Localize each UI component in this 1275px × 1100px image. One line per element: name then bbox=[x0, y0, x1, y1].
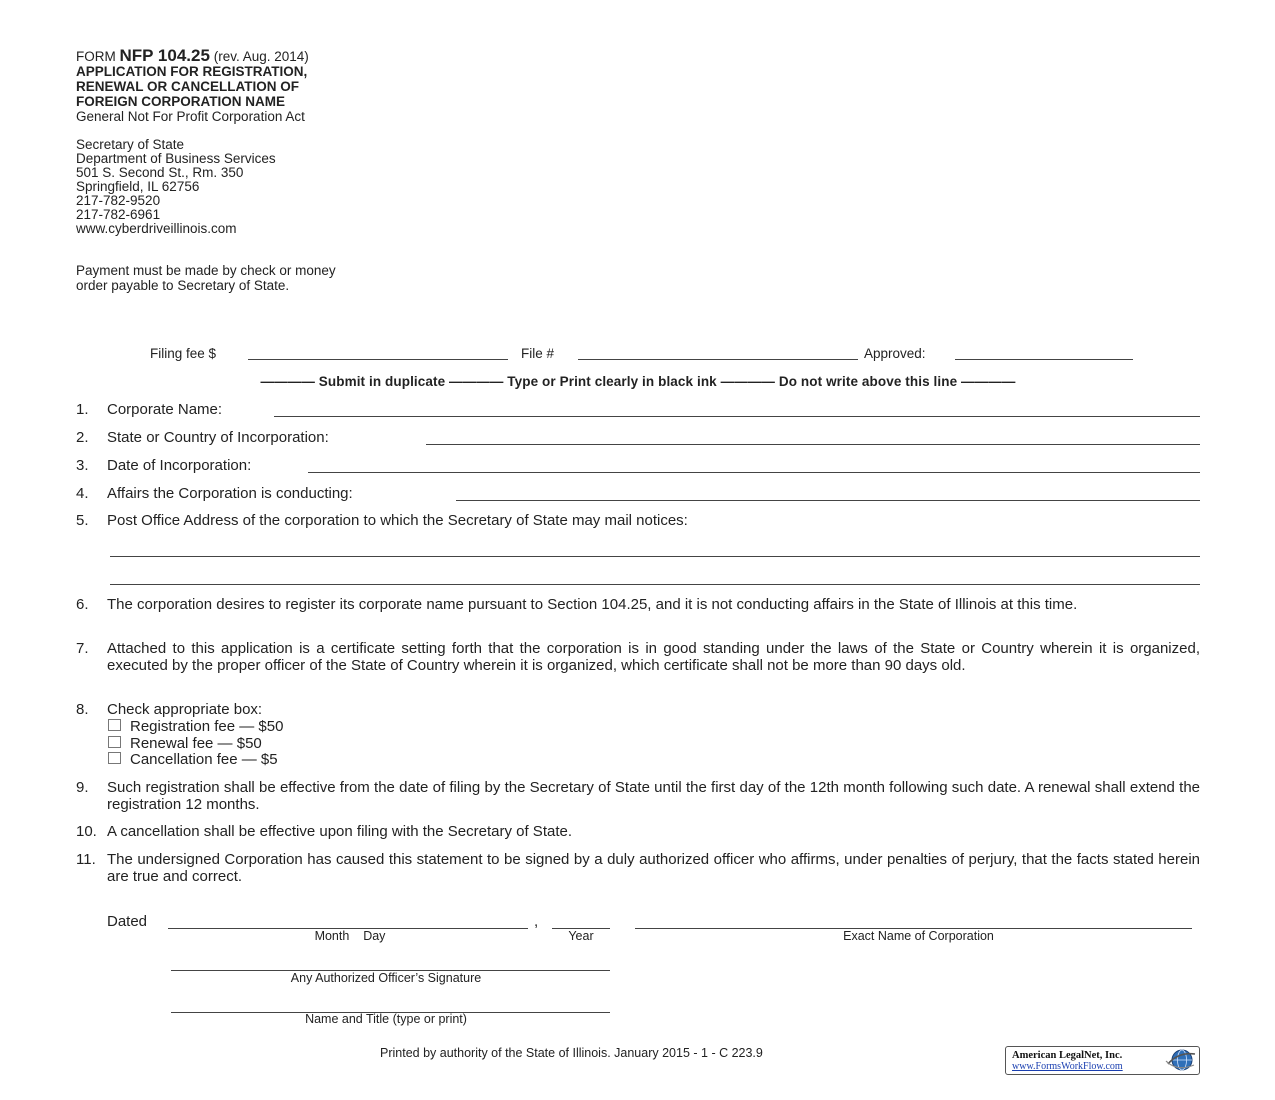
date-comma: , bbox=[534, 913, 539, 930]
address-line: 501 S. Second St., Rm. 350 bbox=[76, 165, 244, 180]
logo-company-name: American LegalNet, Inc. bbox=[1012, 1050, 1123, 1061]
item-label: Corporate Name: bbox=[107, 401, 223, 418]
approved-field[interactable] bbox=[955, 358, 1133, 360]
option-label: Cancellation fee — $5 bbox=[130, 751, 278, 768]
name-title-caption: Name and Title (type or print) bbox=[305, 1012, 467, 1026]
approved-label: Approved: bbox=[864, 346, 926, 361]
form-prefix: FORM bbox=[76, 49, 116, 64]
item-text: The undersigned Corporation has caused this statement to be signed by a duly authorized officer who affirms, under penalties of perjury, that the facts stated herein are true and correct. bbox=[107, 851, 1200, 885]
filing-fee-label: Filing fee $ bbox=[150, 346, 217, 361]
item-number: 8. bbox=[76, 701, 89, 718]
item-certificate-statement bbox=[76, 641, 1200, 693]
item-cancellation-effective bbox=[76, 824, 1200, 842]
file-number-label: File # bbox=[521, 346, 555, 361]
form-title-line-1: APPLICATION FOR REGISTRATION, bbox=[76, 64, 308, 79]
address-line: Department of Business Services bbox=[76, 151, 276, 166]
website-line: www.cyberdriveillinois.com bbox=[76, 221, 237, 236]
form-title-line-3: FOREIGN CORPORATION NAME bbox=[76, 94, 285, 109]
item-label: Date of Incorporation: bbox=[107, 457, 252, 474]
affairs-conducting-field[interactable] bbox=[456, 500, 1200, 501]
renewal-fee-checkbox[interactable] bbox=[108, 736, 121, 748]
month-day-caption: Month Day bbox=[314, 929, 386, 943]
item-effective-registration bbox=[76, 780, 1200, 814]
form-id-line bbox=[76, 48, 576, 64]
address-line: Springfield, IL 62756 bbox=[76, 179, 200, 194]
phone-line: 217-782-6961 bbox=[76, 207, 161, 222]
item-number: 4. bbox=[76, 485, 89, 502]
cancellation-fee-checkbox[interactable] bbox=[108, 752, 121, 764]
dated-label: Dated bbox=[107, 913, 148, 930]
item-date-of-incorporation bbox=[76, 458, 1200, 476]
form-number: NFP 104.25 bbox=[119, 46, 210, 65]
option-label: Registration fee — $50 bbox=[130, 718, 284, 735]
option-label: Renewal fee — $50 bbox=[130, 735, 262, 752]
item-affairs-conducting bbox=[76, 486, 1200, 504]
item-text: Check appropriate box: bbox=[107, 701, 263, 718]
item-number: 10. bbox=[76, 823, 97, 840]
file-number-field[interactable] bbox=[578, 358, 858, 360]
globe-icon bbox=[1163, 1048, 1197, 1072]
item-register-statement bbox=[76, 597, 1200, 631]
item-text: The corporation desires to register its corporate name pursuant to Section 104.25, and it is not conducting affairs in the State of Illinois at this time. bbox=[107, 596, 1078, 613]
sos-address bbox=[76, 138, 276, 236]
american-legalnet-logo[interactable] bbox=[1005, 1046, 1200, 1075]
item-number: 11. bbox=[76, 851, 96, 868]
year-caption: Year bbox=[568, 929, 594, 943]
officer-signature-caption: Any Authorized Officer’s Signature bbox=[290, 971, 482, 985]
office-use-row bbox=[76, 344, 1200, 364]
payment-line-1: Payment must be made by check or money bbox=[76, 263, 336, 278]
filing-fee-field[interactable] bbox=[248, 358, 508, 360]
phone-line: 217-782-9520 bbox=[76, 193, 161, 208]
form-revision: (rev. Aug. 2014) bbox=[213, 49, 309, 64]
logo-website-link[interactable]: www.FormsWorkFlow.com bbox=[1012, 1061, 1123, 1072]
submit-instructions: ———— Submit in duplicate ———— Type or Print clearly in black ink ———— Do not write above this line ———— bbox=[260, 374, 1016, 389]
state-of-incorporation-field[interactable] bbox=[426, 444, 1200, 445]
address-line: Secretary of State bbox=[76, 137, 185, 152]
item-label: Post Office Address of the corporation to which the Secretary of State may mail notices: bbox=[107, 512, 688, 529]
item-text: A cancellation shall be effective upon filing with the Secretary of State. bbox=[107, 823, 572, 840]
item-label: State or Country of Incorporation: bbox=[107, 429, 329, 446]
form-title-line-2: RENEWAL OR CANCELLATION OF bbox=[76, 79, 299, 94]
address-field-line-1[interactable] bbox=[110, 556, 1200, 557]
corporate-name-field[interactable] bbox=[274, 416, 1200, 417]
registration-fee-checkbox[interactable] bbox=[108, 719, 121, 731]
date-of-incorporation-field[interactable] bbox=[308, 472, 1200, 473]
corporation-name-caption: Exact Name of Corporation bbox=[843, 929, 994, 943]
printed-by-authority: Printed by authority of the State of Illinois. January 2015 - 1 - C 223.9 bbox=[380, 1046, 763, 1060]
item-text: Such registration shall be effective from the date of filing by the Secretary of State until the first day of the 12th month following such date. A renewal shall extend the registration 12 months. bbox=[107, 779, 1200, 813]
item-text: Attached to this application is a certificate setting forth that the corporation is in good standing under the laws of the State or Country wherein it is organized, executed by the proper officer of the State of Country wherein it is organized, which certificate shall not be more than 90 days old. bbox=[107, 640, 1200, 674]
item-number: 3. bbox=[76, 457, 89, 474]
payment-note bbox=[76, 263, 476, 293]
act-name: General Not For Profit Corporation Act bbox=[76, 109, 305, 124]
registration-fee-option[interactable] bbox=[108, 719, 283, 736]
item-affirmation bbox=[76, 852, 1200, 886]
item-number: 6. bbox=[76, 596, 89, 613]
item-state-of-incorporation bbox=[76, 430, 1200, 448]
item-number: 1. bbox=[76, 401, 89, 418]
cancellation-fee-option[interactable] bbox=[108, 752, 278, 769]
form-header bbox=[76, 48, 576, 124]
item-corporate-name bbox=[76, 402, 1200, 420]
item-number: 7. bbox=[76, 640, 89, 657]
item-number: 2. bbox=[76, 429, 89, 446]
item-label: Affairs the Corporation is conducting: bbox=[107, 485, 353, 502]
payment-line-2: order payable to Secretary of State. bbox=[76, 278, 290, 293]
address-field-line-2[interactable] bbox=[110, 584, 1200, 585]
item-number: 9. bbox=[76, 779, 89, 796]
item-number: 5. bbox=[76, 512, 89, 529]
item-post-office-address bbox=[76, 513, 1200, 588]
